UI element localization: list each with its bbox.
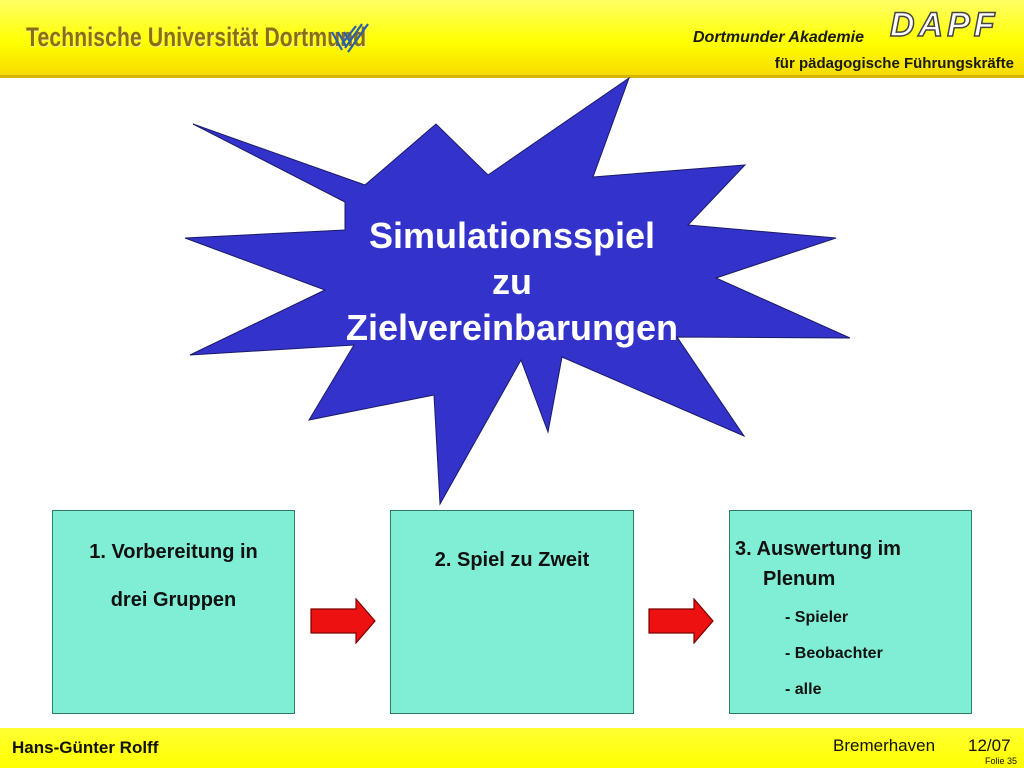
step-box-preparation: [52, 510, 295, 714]
slide-number: Folie 35: [984, 756, 1017, 766]
university-logo-text: Technische Universität Dortmund: [26, 22, 367, 52]
author-name: Hans-Günter Rolff: [12, 738, 159, 757]
dapf-logo: DAPF: [890, 6, 999, 44]
burst-title-line-3: Zielvereinbarungen: [345, 307, 679, 348]
step-3-line-1: 3. Auswertung im: [735, 538, 901, 560]
step-1-line-2: drei Gruppen: [110, 589, 237, 611]
burst-title: [290, 213, 734, 351]
burst-title-line-2: zu: [492, 261, 532, 302]
step-3-line-2: Plenum: [763, 568, 836, 590]
academy-subtitle: für pädagogische Führungskräfte: [774, 55, 1014, 72]
academy-name: Dortmunder Akademie: [693, 29, 864, 46]
footer-place: Bremerhaven: [833, 736, 936, 755]
list-item: - Spieler: [785, 609, 849, 626]
step-1-line-1: 1. Vorbereitung in: [89, 541, 258, 563]
right-arrow-icon: [310, 598, 376, 644]
step-2-line-1: 2. Spiel zu Zweit: [434, 549, 590, 571]
footer-band: [0, 728, 1024, 768]
list-item: - Beobachter: [785, 645, 883, 662]
burst-title-line-1: Simulationsspiel: [368, 215, 656, 256]
right-arrow-icon: [648, 598, 714, 644]
step-box-game: [390, 510, 634, 714]
step-box-evaluation: [729, 510, 972, 714]
footer-date: 12/07: [968, 736, 1011, 755]
list-item: - alle: [785, 681, 822, 698]
